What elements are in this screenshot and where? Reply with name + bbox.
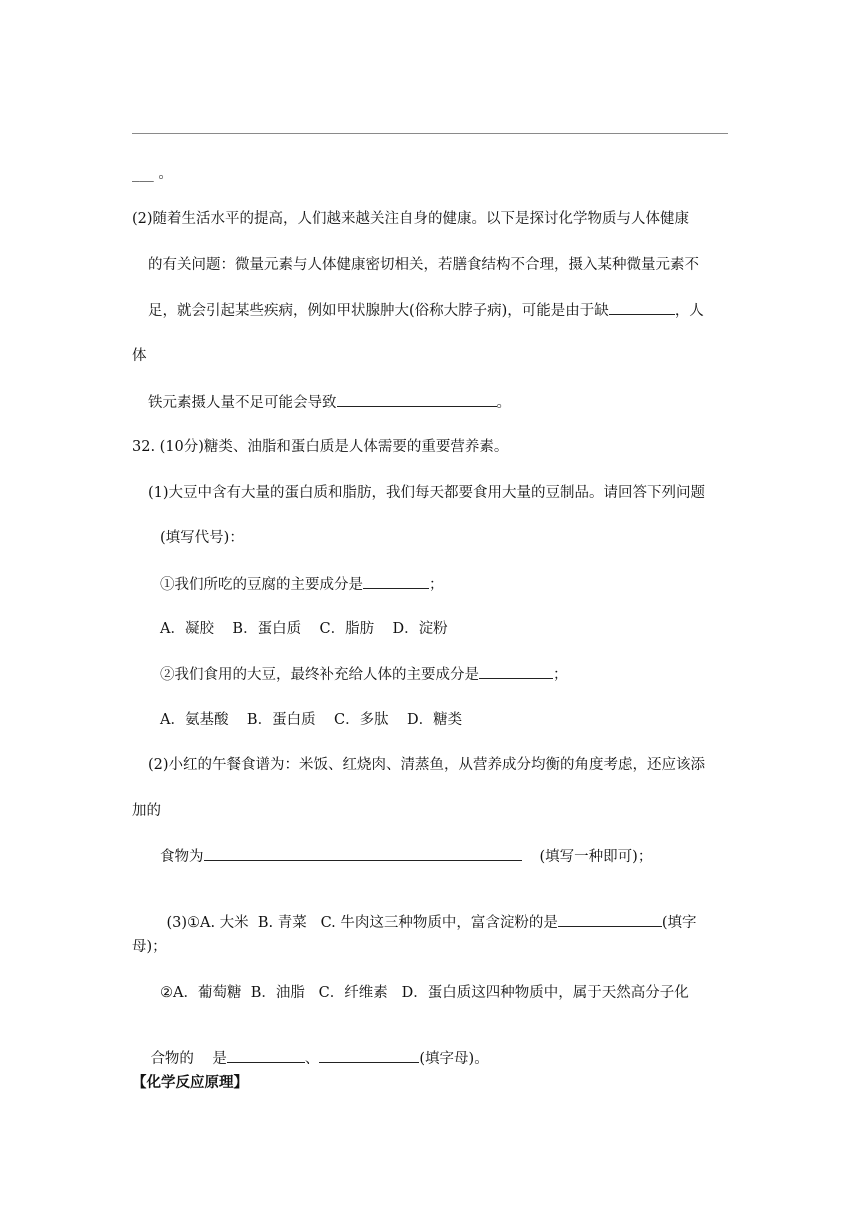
text-segment: ②我们食用的大豆，最终补充给人体的主要成分是 xyxy=(160,667,479,683)
answer-blank[interactable] xyxy=(479,664,553,679)
text-segment: ； xyxy=(553,667,568,683)
text-segment: ①我们所吃的豆腐的主要成分是 xyxy=(160,577,363,593)
text-line xyxy=(148,892,697,953)
text-line xyxy=(160,574,444,595)
answer-blank[interactable] xyxy=(319,1048,419,1063)
text-line: ___ 。 xyxy=(132,166,173,182)
answer-blank[interactable] xyxy=(609,300,675,315)
text-segment: (填字母)。 xyxy=(419,1051,489,1067)
text-segment: 。 xyxy=(496,395,511,411)
text-line: 母)； xyxy=(132,939,167,955)
text-segment: (填字 xyxy=(661,915,697,931)
text-segment: ，人 xyxy=(674,303,704,319)
text-line: (1)大豆中含有大量的蛋白质和脂肪，我们每天都要食用大量的豆制品。请回答下列问题 xyxy=(148,485,706,501)
text-segment: ； xyxy=(429,577,444,593)
text-line xyxy=(148,392,511,413)
answer-blank[interactable] xyxy=(363,574,429,589)
text-line xyxy=(160,664,568,685)
text-segment: 合物的 是 xyxy=(150,1051,227,1067)
text-line: 加的 xyxy=(132,803,161,819)
answer-blank[interactable] xyxy=(227,1048,305,1063)
answer-blank[interactable] xyxy=(337,392,497,407)
text-segment: 食物为 xyxy=(160,849,204,865)
text-segment: 、 xyxy=(304,1051,320,1067)
text-line: (2)小红的午餐食谱为：米饭、红烧肉、清蒸鱼，从营养成分均衡的角度考虑，还应该添 xyxy=(148,757,706,773)
choice-options: A．氨基酸 B．蛋白质 C．多肽 D．糖类 xyxy=(160,712,463,728)
choice-options: A．凝胶 B．蛋白质 C．脂肪 D．淀粉 xyxy=(160,621,448,637)
answer-blank[interactable] xyxy=(204,846,522,861)
question-title: 32. (10分)糖类、油脂和蛋白质是人体需要的重要营养素。 xyxy=(132,439,509,455)
top-rule xyxy=(132,133,728,134)
text-segment: 足，就会引起某些疾病，例如甲状腺肿大(俗称大脖子病)，可能是由于缺 xyxy=(148,303,609,319)
section-heading: 【化学反应原理】 xyxy=(132,1074,248,1091)
text-line: (2)随着生活水平的提高，人们越来越关注自身的健康。以下是探讨化学物质与人体健康 xyxy=(132,211,690,227)
text-line: ②A．葡萄糖 B．油脂 C．纤维素 D．蛋白质这四种物质中，属于天然高分子化 xyxy=(160,985,689,1001)
text-line: 的有关问题：微量元素与人体健康密切相关，若膳食结构不合理，摄入某种微量元素不 xyxy=(148,257,699,273)
text-line: 体 xyxy=(132,348,147,364)
text-line xyxy=(148,300,704,321)
text-segment: (3)①A. 大米 B. 青菜 C. 牛肉这三种物质中，富含淀粉的是 xyxy=(166,915,558,931)
text-line xyxy=(160,846,652,867)
text-segment: 铁元素摄人量不足可能会导致 xyxy=(148,395,337,411)
text-line: (填写代号)： xyxy=(160,530,244,546)
answer-blank[interactable] xyxy=(558,912,662,927)
text-segment: (填写一种即可)； xyxy=(539,849,653,865)
